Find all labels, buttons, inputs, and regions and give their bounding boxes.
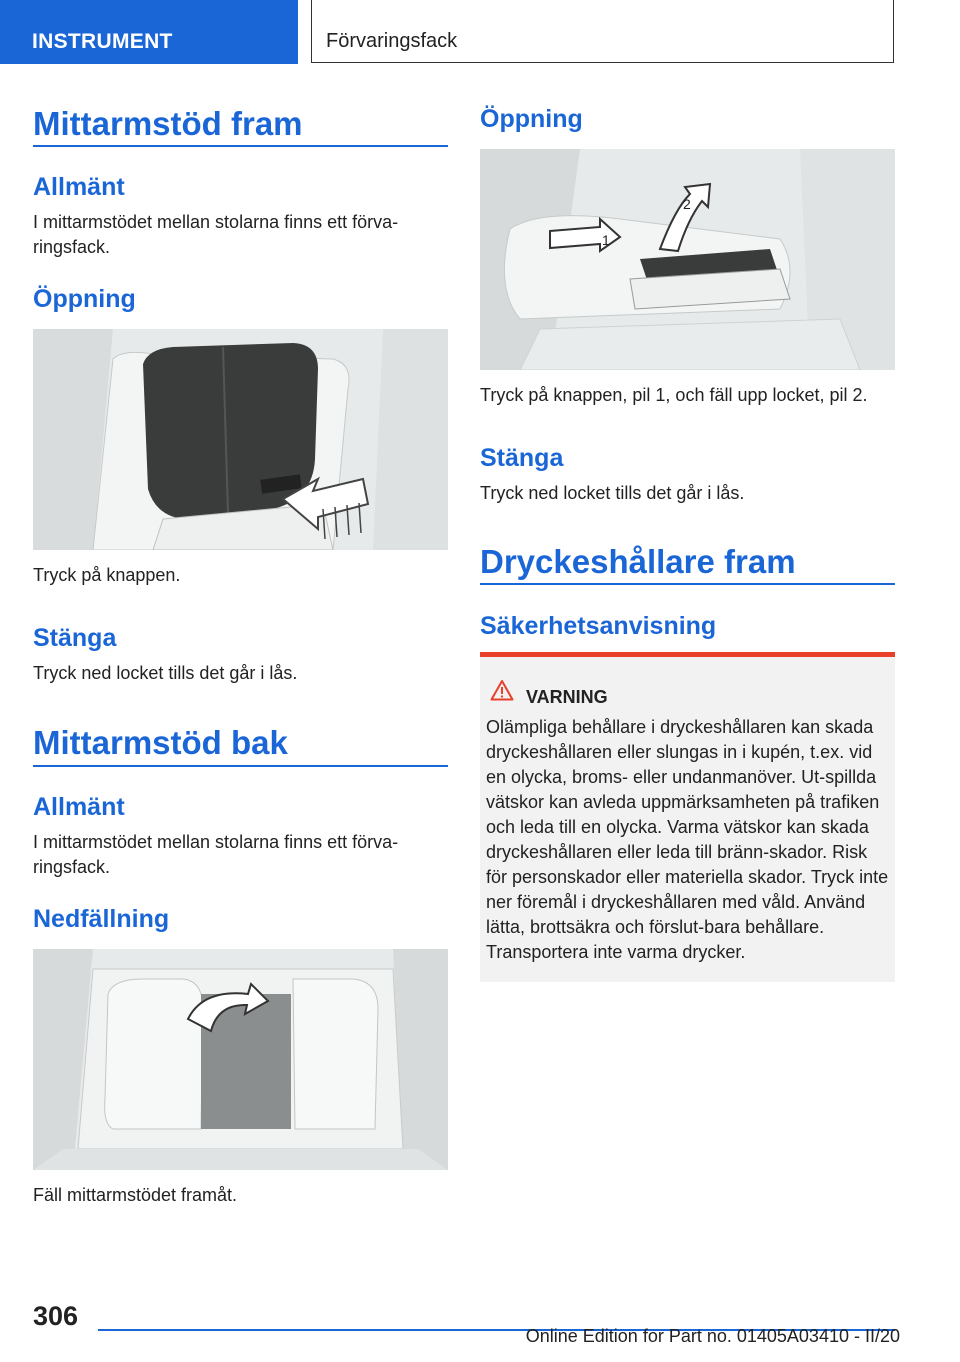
- figure-front-armrest-open: [33, 329, 448, 550]
- heading-sakerhet: Säkerhetsanvisning: [480, 612, 717, 640]
- svg-text:2: 2: [683, 196, 691, 212]
- heading-stanga-front: Stänga: [33, 624, 117, 652]
- svg-text:1: 1: [602, 232, 610, 248]
- text-allmant-front: I mittarmstödet mellan stolarna finns ett förva-ringsfack.: [33, 212, 399, 257]
- title-rule: [33, 145, 448, 147]
- warning-triangle-icon: [490, 679, 514, 701]
- heading-nedfallning: Nedfällning: [33, 905, 170, 933]
- figure-rear-armrest-open: [480, 149, 895, 370]
- warning-text: Olämpliga behållare i dryckeshållaren kan skada dryckeshållaren eller slungas in i kupén, t.ex. vid en olycka, broms- eller undanmanöver. Ut-spillda vätskor kan avleda uppmärksamheten på trafiken och leda till en olycka. Varma vätskor kan skada dryckeshållaren eller leda till bränn-skador. Risk för personskador eller materiella skador. Tryck inte ner föremål i dryckeshållaren med våld. Använd lätta, brottsäkra och förslut-bara behållare. Transportera inte varma drycker.: [486, 717, 889, 962]
- page-number: 306: [33, 1301, 79, 1331]
- title-front-armrest: Mittarmstöd fram: [33, 105, 303, 142]
- chapter-label: Förvaringsfack: [326, 30, 458, 52]
- title-rear-armrest: Mittarmstöd bak: [33, 724, 288, 761]
- footer-edition: Online Edition for Part no. 01405A03410 - II/20: [525, 1326, 900, 1346]
- caption-oppning-front: Tryck på knappen.: [33, 565, 181, 585]
- figure-rear-armrest-fold: [33, 949, 448, 1170]
- chapter-tab: [311, 0, 894, 63]
- section-label: INSTRUMENT: [32, 30, 173, 53]
- section-tab: [0, 0, 298, 64]
- rear-seat-illustration-icon: [33, 949, 448, 1170]
- rear-armrest-open-illustration-icon: [480, 149, 895, 370]
- title-rule: [33, 765, 448, 767]
- heading-stanga-rear: Stänga: [480, 444, 564, 472]
- heading-oppning-front: Öppning: [33, 285, 136, 313]
- heading-oppning-rear: Öppning: [480, 105, 583, 133]
- heading-allmant-front: Allmänt: [33, 173, 125, 201]
- caption-nedfallning: Fäll mittarmstödet framåt.: [33, 1185, 238, 1205]
- text-stanga-rear: Tryck ned locket tills det går i lås.: [480, 483, 745, 503]
- warning-title: VARNING: [526, 687, 608, 707]
- title-cupholder: Dryckeshållare fram: [480, 543, 796, 580]
- title-rule: [480, 583, 895, 585]
- heading-allmant-rear: Allmänt: [33, 793, 125, 821]
- warning-box: [480, 652, 895, 982]
- text-stanga-front: Tryck ned locket tills det går i lås.: [33, 663, 298, 683]
- armrest-illustration-icon: [33, 329, 448, 550]
- text-allmant-rear: I mittarmstödet mellan stolarna finns ett förva-ringsfack.: [33, 832, 399, 877]
- caption-oppning-rear: Tryck på knappen, pil 1, och fäll upp locket, pil 2.: [480, 385, 868, 405]
